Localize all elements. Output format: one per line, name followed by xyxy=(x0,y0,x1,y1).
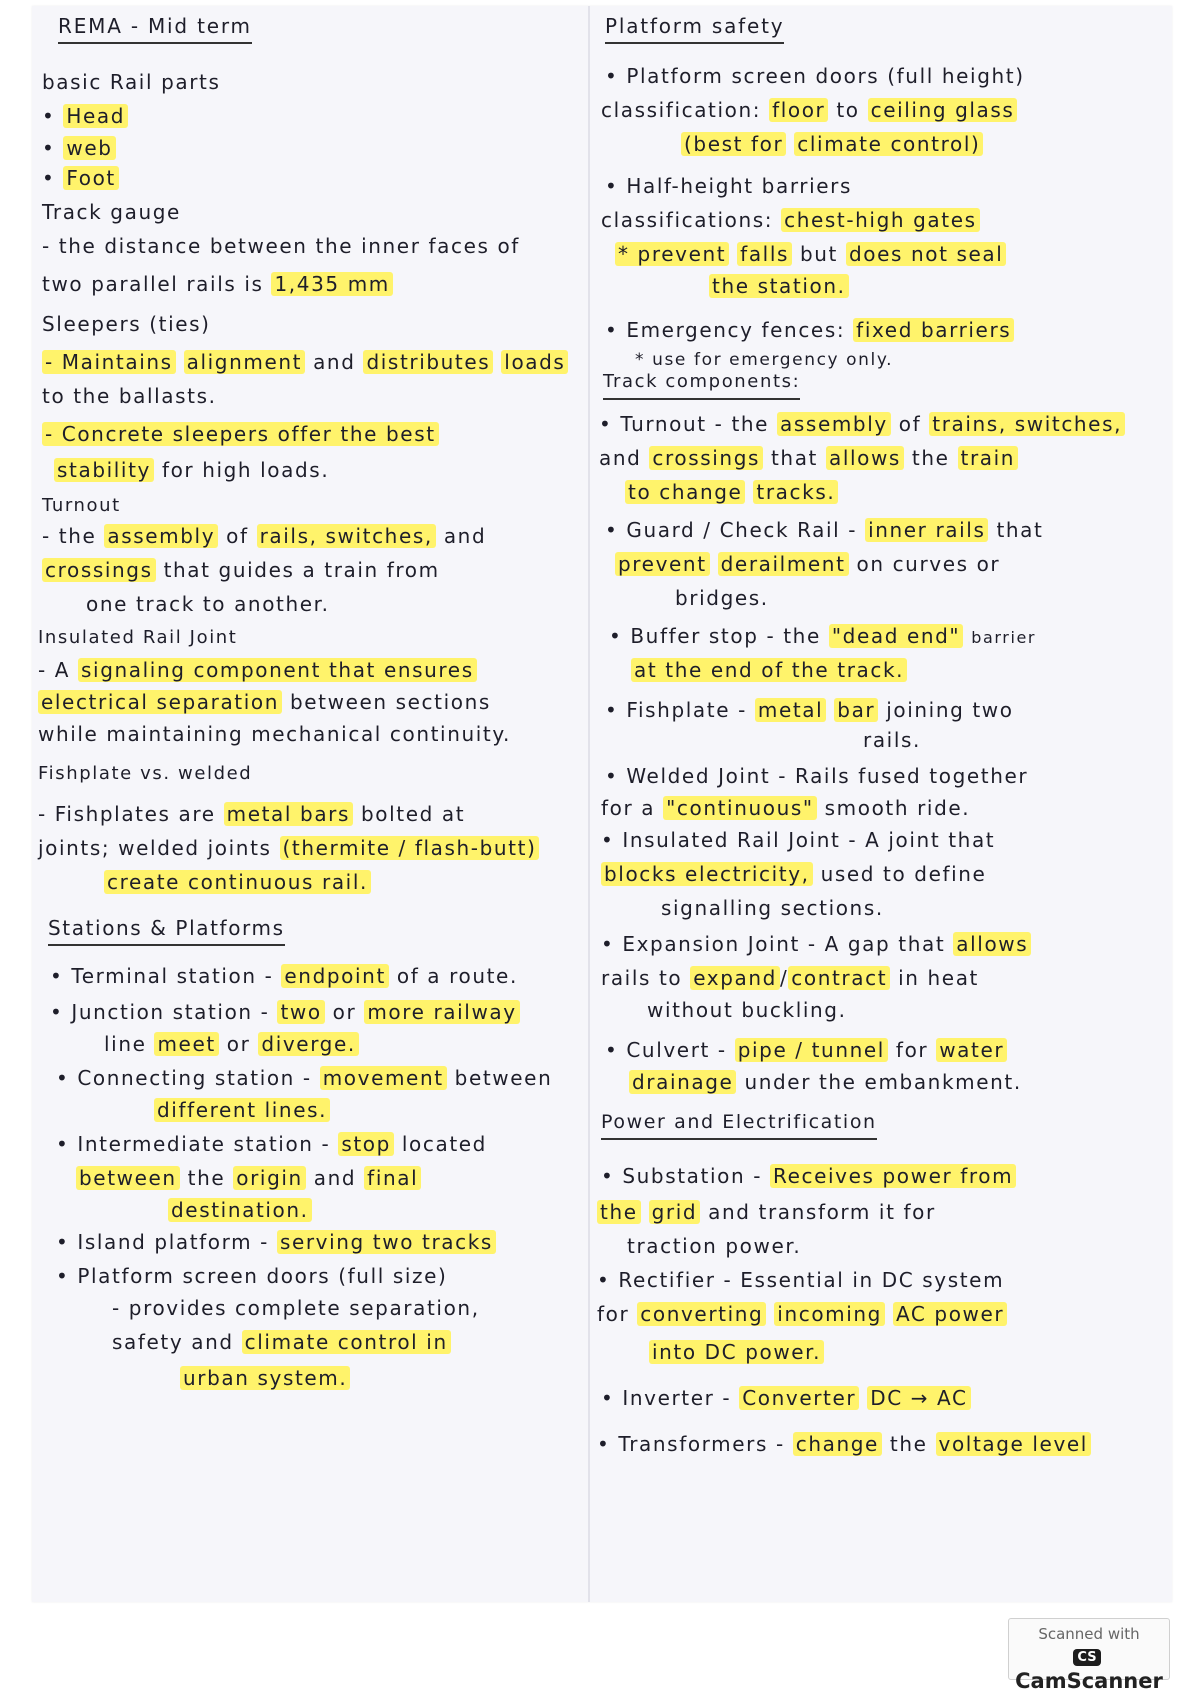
list-item-cont: into DC power. xyxy=(649,1338,824,1366)
list-item-cont: signalling sections. xyxy=(661,896,884,920)
list-item-cont: blocks electricity, used to define xyxy=(601,860,986,888)
list-item: • Turnout - the assembly of trains, switches, xyxy=(599,410,1125,438)
track-gauge-line: - the distance between the inner faces of xyxy=(42,234,520,258)
watermark-line1: Scanned with xyxy=(1038,1625,1140,1643)
turnout-line: one track to another. xyxy=(86,592,330,616)
list-item-cont: between the origin and final xyxy=(76,1164,421,1192)
turnout-line: crossings that guides a train from xyxy=(42,556,440,584)
list-item: • Island platform - serving two tracks xyxy=(56,1228,496,1256)
list-item: • Insulated Rail Joint - A joint that xyxy=(601,828,996,852)
list-item-cont: for a "continuous" smooth ride. xyxy=(601,796,971,820)
list-item: • Platform screen doors (full size) xyxy=(56,1264,448,1288)
sleepers-line: - Maintains alignment and distributes loads xyxy=(42,348,568,376)
list-item-cont: (best for climate control) xyxy=(681,130,983,158)
page-title: REMA - Mid term xyxy=(58,12,252,44)
track-components-heading: Track components: xyxy=(603,368,800,400)
insulated-joint-line: electrical separation between sections xyxy=(38,688,491,716)
list-item-cont: line meet or diverge. xyxy=(104,1030,359,1058)
list-item: • Guard / Check Rail - inner rails that xyxy=(605,518,1044,542)
insulated-joint-line: - A signaling component that ensures xyxy=(38,656,477,684)
list-item: • web xyxy=(42,134,116,162)
list-item-cont: rails. xyxy=(863,728,921,752)
list-item: • Foot xyxy=(42,164,119,192)
list-item: • Platform screen doors (full height) xyxy=(605,64,1025,88)
column-divider xyxy=(588,6,590,1602)
fishplate-line: - Fishplates are metal bars bolted at xyxy=(38,802,466,826)
insulated-joint-line: while maintaining mechanical continuity. xyxy=(38,722,511,746)
list-item: • Transformers - change the voltage level xyxy=(597,1430,1091,1458)
list-item-cont: the station. xyxy=(709,272,849,300)
part-head: Head xyxy=(63,104,128,128)
list-item: • Terminal station - endpoint of a route. xyxy=(50,964,518,988)
turnout-heading: Turnout xyxy=(42,495,121,516)
list-item-cont: - provides complete separation, xyxy=(112,1296,480,1320)
list-item-cont: the grid and transform it for xyxy=(597,1198,936,1226)
list-item: • Half-height barriers xyxy=(605,174,853,198)
list-item: • Culvert - pipe / tunnel for water xyxy=(605,1036,1007,1064)
part-web: web xyxy=(63,136,115,160)
list-item-cont: prevent derailment on curves or xyxy=(615,550,1000,578)
list-item-cont: without buckling. xyxy=(647,998,847,1022)
fishplate-line: create continuous rail. xyxy=(104,868,371,896)
turnout-line: - the assembly of rails, switches, and xyxy=(42,524,487,548)
list-item-cont: destination. xyxy=(168,1196,312,1224)
track-gauge-heading: Track gauge xyxy=(42,200,181,224)
list-item-cont: urban system. xyxy=(180,1364,350,1392)
part-foot: Foot xyxy=(63,166,119,190)
list-item: • Inverter - Converter DC → AC xyxy=(601,1384,971,1412)
list-item-cont: traction power. xyxy=(627,1234,802,1258)
list-item: • Substation - Receives power from xyxy=(601,1162,1016,1190)
list-item-cont: to change tracks. xyxy=(625,478,838,506)
camscanner-watermark xyxy=(1008,1618,1170,1693)
list-item: • Intermediate station - stop located xyxy=(56,1132,487,1156)
list-item-cont: bridges. xyxy=(675,586,769,610)
sleepers-line: to the ballasts. xyxy=(42,384,217,408)
basic-rail-parts-heading: basic Rail parts xyxy=(42,70,221,94)
list-item: • Expansion Joint - A gap that allows xyxy=(601,930,1031,958)
platform-safety-heading: Platform safety xyxy=(605,12,784,44)
fishplate-line: joints; welded joints (thermite / flash-butt) xyxy=(38,834,539,862)
list-item-cont: for converting incoming AC power xyxy=(597,1300,1007,1328)
sleepers-heading: Sleepers (ties) xyxy=(42,312,211,336)
power-heading: Power and Electrification xyxy=(601,1108,877,1140)
list-item: • Connecting station - movement between xyxy=(56,1066,553,1090)
list-item: • Welded Joint - Rails fused together xyxy=(605,764,1029,788)
insulated-joint-heading: Insulated Rail Joint xyxy=(38,627,238,648)
list-item: • Rectifier - Essential in DC system xyxy=(597,1268,1005,1292)
list-item: • Buffer stop - the "dead end" barrier xyxy=(609,624,1037,648)
camscanner-logo-icon: CS xyxy=(1073,1649,1100,1666)
track-gauge-line: two parallel rails is 1,435 mm xyxy=(42,270,393,298)
list-item-cont: classification: floor to ceiling glass xyxy=(601,96,1017,124)
watermark-line2: CSCamScanner xyxy=(1015,1650,1163,1693)
list-item-note: * use for emergency only. xyxy=(635,350,894,370)
list-item-cont: different lines. xyxy=(154,1096,330,1124)
list-item: • Emergency fences: fixed barriers xyxy=(605,316,1014,344)
list-item-cont: drainage under the embankment. xyxy=(629,1068,1022,1096)
list-item-cont: * prevent falls but does not seal xyxy=(615,240,1006,268)
gauge-value: 1,435 mm xyxy=(271,272,392,296)
list-item-cont: and crossings that allows the train xyxy=(599,444,1018,472)
sleepers-line: stability for high loads. xyxy=(54,456,329,484)
sleepers-line: - Concrete sleepers offer the best xyxy=(42,420,439,448)
list-item: • Head xyxy=(42,102,128,130)
list-item: • Junction station - two or more railway xyxy=(50,998,520,1026)
stations-heading: Stations & Platforms xyxy=(48,914,285,946)
fishplate-heading: Fishplate vs. welded xyxy=(38,763,253,784)
list-item-cont: rails to expand / contract in heat xyxy=(601,966,979,990)
list-item: • Fishplate - metal bar joining two xyxy=(605,698,1014,722)
list-item-cont: classifications: chest-high gates xyxy=(601,206,980,234)
list-item-cont: at the end of the track. xyxy=(631,656,907,684)
list-item-cont: safety and climate control in xyxy=(112,1328,451,1356)
